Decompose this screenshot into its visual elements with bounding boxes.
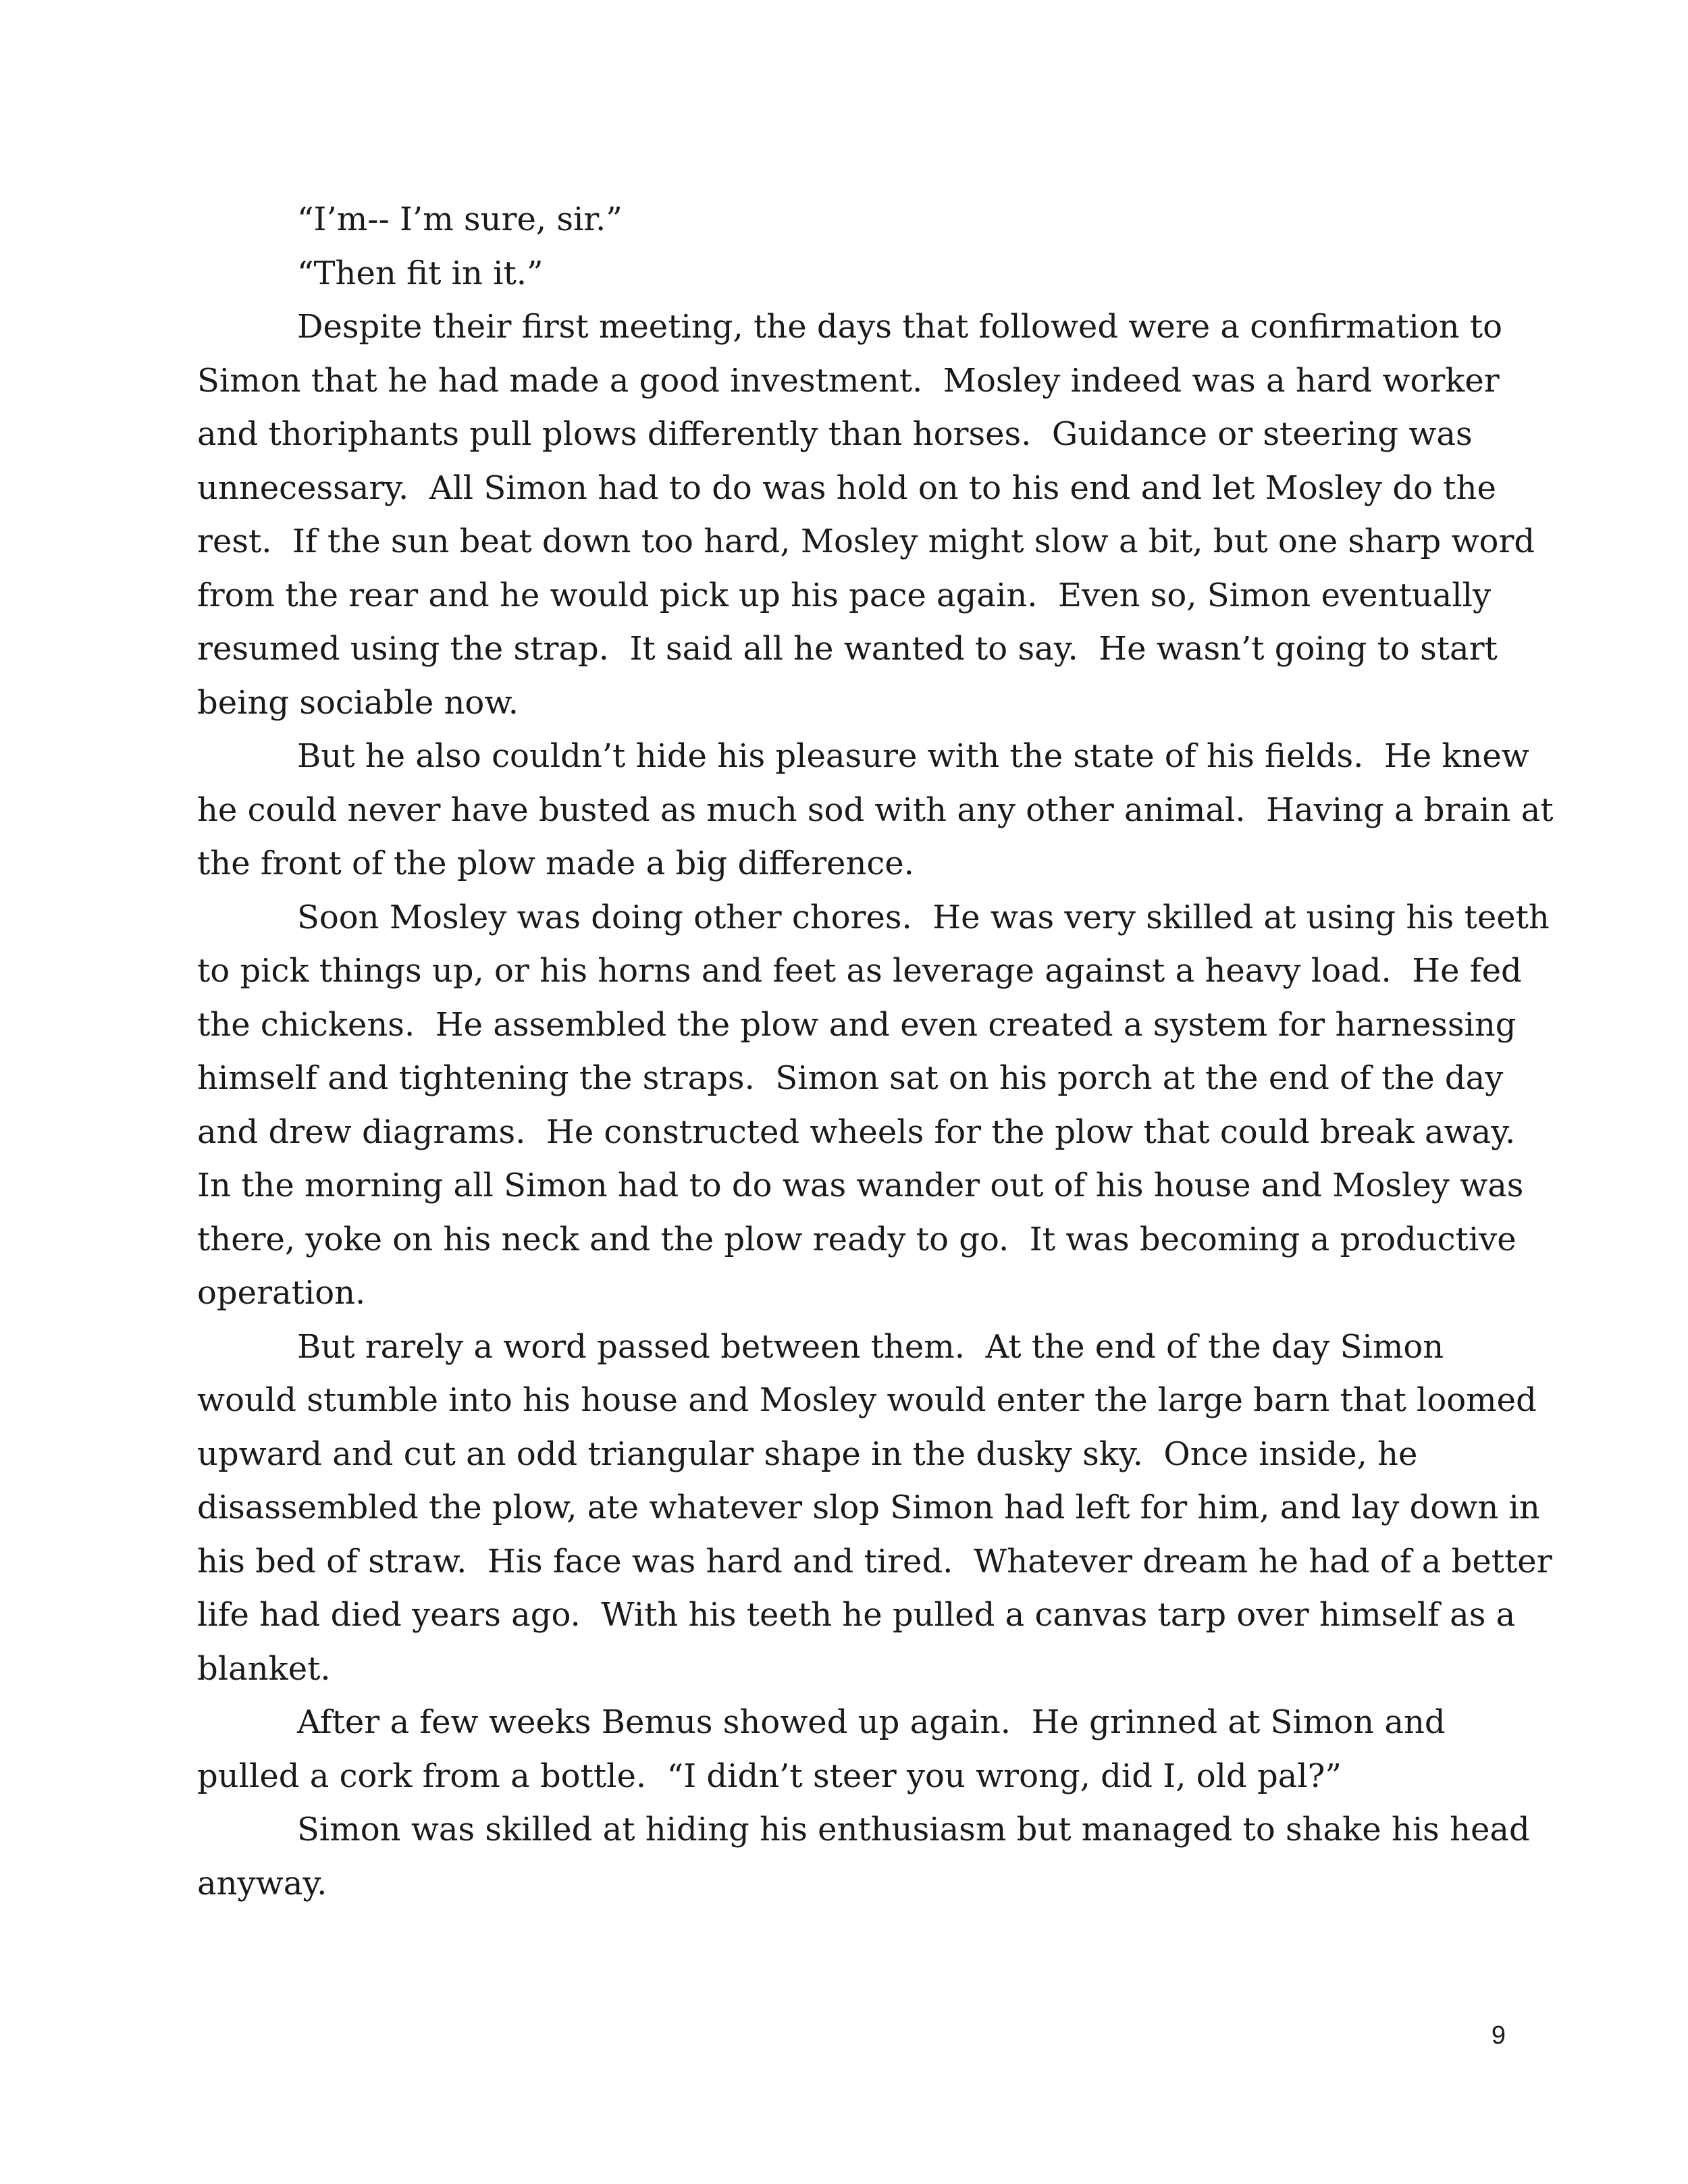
text-line: would stumble into his house and Mosley would enter the large barn that loomed [197, 1381, 1537, 1419]
text-line: the chickens. He assembled the plow and even created a system for harnessing [197, 1005, 1516, 1044]
text-line: Soon Mosley was doing other chores. He was very skilled at using his teeth [297, 898, 1550, 936]
text-line: and drew diagrams. He constructed wheels for the plow that could break away. [197, 1113, 1516, 1151]
text-line: anyway. [197, 1864, 327, 1902]
text-line: After a few weeks Bemus showed up again. He grinned at Simon and [297, 1703, 1446, 1741]
text-line: Despite their first meeting, the days that followed were a confirmation to [297, 308, 1502, 346]
text-line: upward and cut an odd triangular shape in the dusky sky. Once inside, he [197, 1435, 1418, 1473]
text-line: Simon that he had made a good investment. Mosley indeed was a hard worker [197, 361, 1500, 400]
text-line: rest. If the sun beat down too hard, Mosley might slow a bit, but one sharp word [197, 523, 1535, 560]
text-line: being sociable now. [197, 683, 519, 722]
text-line: But he also couldn’t hide his pleasure with the state of his fields. He knew [297, 737, 1529, 775]
text-line: there, yoke on his neck and the plow ready to go. It was becoming a productive [197, 1220, 1516, 1258]
page-number: 9 [1491, 2021, 1506, 2050]
text-line: operation. [197, 1274, 366, 1312]
text-line: “Then fit in it.” [297, 254, 544, 292]
text-line: resumed using the strap. It said all he wanted to say. He wasn’t going to start [197, 630, 1498, 668]
text-line: blanket. [197, 1649, 331, 1688]
text-line: the front of the plow made a big difference. [197, 845, 914, 882]
text-line: pulled a cork from a bottle. “I didn’t steer you wrong, did I, old pal?” [197, 1757, 1342, 1795]
text-line: “I’m-- I’m sure, sir.” [297, 201, 623, 238]
text-line: to pick things up, or his horns and feet as leverage against a heavy load. He fed [197, 952, 1522, 990]
text-line: he could never have busted as much sod with any other animal. Having a brain at [197, 791, 1554, 829]
text-line: disassembled the plow, ate whatever slop Simon had left for him, and lay down in [197, 1489, 1540, 1526]
text-line: But rarely a word passed between them. At the end of the day Simon [297, 1327, 1444, 1366]
text-line: Simon was skilled at hiding his enthusiasm but managed to shake his head [297, 1811, 1530, 1848]
text-line: from the rear and he would pick up his pace again. Even so, Simon eventually [197, 576, 1492, 614]
body-text [197, 193, 1554, 1911]
text-line: In the morning all Simon had to do was wander out of his house and Mosley was [197, 1167, 1524, 1204]
text-line: unnecessary. All Simon had to do was hold on to his end and let Mosley do the [197, 469, 1496, 507]
text-line: life had died years ago. With his teeth he pulled a canvas tarp over himself as a [197, 1596, 1516, 1634]
text-line: and thoriphants pull plows differently than horses. Guidance or steering was [197, 415, 1473, 453]
text-line: himself and tightening the straps. Simon sat on his porch at the end of the day [197, 1059, 1504, 1097]
text-line: his bed of straw. His face was hard and tired. Whatever dream he had of a better [197, 1542, 1552, 1580]
